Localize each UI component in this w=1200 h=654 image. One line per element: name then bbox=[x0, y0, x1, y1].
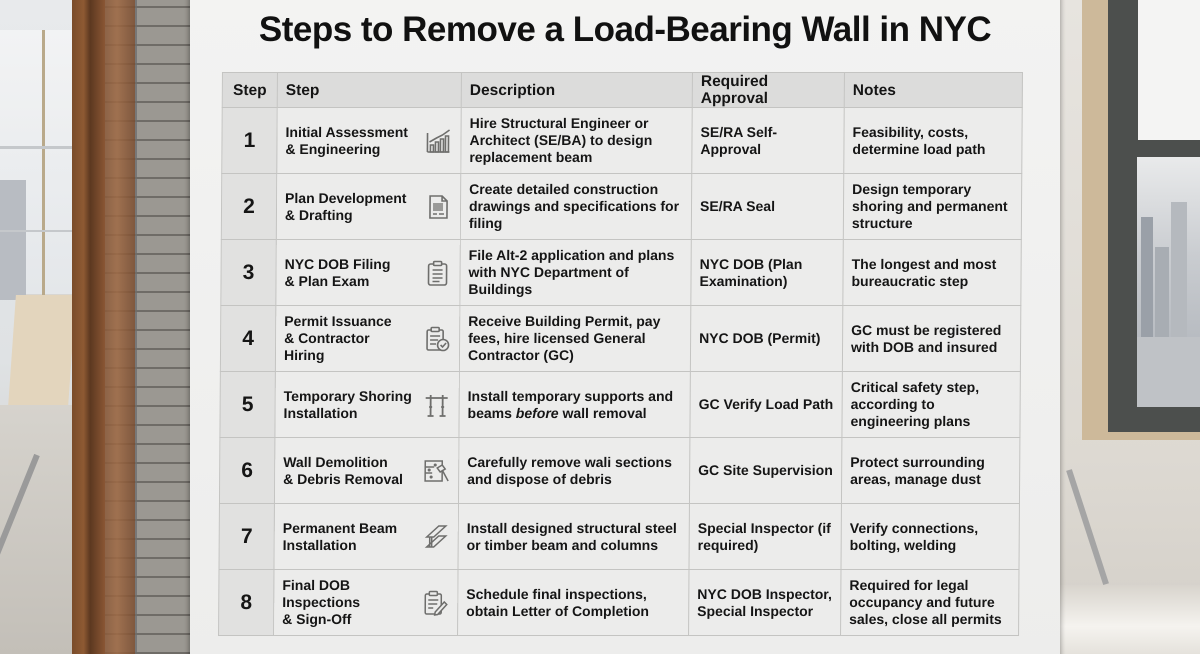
step-number: 2 bbox=[221, 174, 276, 240]
step-name-line: & Plan Exam bbox=[284, 272, 370, 289]
description-emphasis: before bbox=[515, 404, 559, 421]
step-notes: Feasibility, costs, determine load path bbox=[844, 108, 1022, 174]
step-notes: The longest and most bureaucratic step bbox=[843, 240, 1021, 306]
table-row bbox=[220, 372, 1020, 438]
step-name-line: Wall Demolition bbox=[283, 453, 388, 470]
step-name bbox=[274, 570, 458, 636]
step-name-line: & Engineering bbox=[285, 140, 381, 157]
step-name-line: & Debris Removal bbox=[283, 470, 404, 487]
step-name-line: & Drafting bbox=[284, 206, 353, 223]
step-required-approval: GC Verify Load Path bbox=[690, 372, 842, 438]
scaffold-pole bbox=[42, 30, 45, 300]
scaffold-rail bbox=[0, 146, 72, 149]
step-name-line: Initial Assessment bbox=[285, 123, 409, 140]
step-number: 6 bbox=[219, 438, 274, 504]
step-name-line: Temporary Shoring bbox=[283, 387, 412, 404]
background-building bbox=[0, 180, 26, 300]
step-name bbox=[275, 372, 459, 438]
step-notes: Verify connections, bolting, welding bbox=[841, 504, 1019, 570]
exposed-brick-wall bbox=[105, 0, 195, 654]
header-required-approval: Required Approval bbox=[692, 73, 844, 108]
step-name bbox=[276, 174, 460, 240]
background-window-left bbox=[0, 30, 72, 300]
step-required-approval: Special Inspector (if required) bbox=[689, 504, 841, 570]
skyline-building bbox=[1137, 337, 1200, 407]
step-name bbox=[277, 108, 461, 174]
info-board bbox=[190, 0, 1060, 654]
step-name bbox=[275, 306, 459, 372]
step-description: Hire Structural Engineer or Architect (SE/BA) to design replacement beam bbox=[461, 108, 692, 174]
step-number: 7 bbox=[219, 504, 274, 570]
step-description: File Alt-2 application and plans with NYC Department of Buildings bbox=[460, 240, 691, 306]
scaffold-rail bbox=[0, 230, 72, 232]
step-description: Receive Building Permit, pay fees, hire licensed General Contractor (GC) bbox=[459, 306, 690, 372]
table-header-row bbox=[222, 73, 1022, 108]
step-number: 5 bbox=[220, 372, 275, 438]
table-row bbox=[220, 306, 1020, 372]
step-description: Schedule final inspections, obtain Letter of Completion bbox=[458, 570, 689, 636]
table-row bbox=[219, 504, 1019, 570]
table-row bbox=[221, 240, 1021, 306]
step-notes: Design temporary shoring and permanent structure bbox=[843, 174, 1021, 240]
background-floor bbox=[0, 405, 75, 654]
step-notes: GC must be registered with DOB and insured bbox=[842, 306, 1020, 372]
step-name-line: & Sign-Off bbox=[282, 611, 352, 627]
bar-chart-growth-icon bbox=[424, 127, 452, 155]
header-step-number: Step bbox=[222, 73, 277, 108]
demolition-hammer-icon bbox=[422, 457, 450, 485]
step-description: Carefully remove wali sections and dispose of debris bbox=[458, 438, 689, 504]
background-floor-right bbox=[1060, 585, 1200, 654]
step-name-line: Inspections bbox=[282, 594, 361, 610]
step-description bbox=[459, 372, 690, 438]
step-notes: Required for legal occupancy and future sales, close all permits bbox=[841, 570, 1019, 636]
step-name-line: Plan Development bbox=[285, 189, 407, 206]
step-required-approval: GC Site Supervision bbox=[689, 438, 841, 504]
step-number: 4 bbox=[220, 306, 275, 372]
clipboard-pencil-icon bbox=[421, 589, 449, 617]
wood-stud-post bbox=[72, 0, 105, 654]
table-row bbox=[219, 438, 1019, 504]
steel-i-beam-icon bbox=[422, 523, 450, 551]
step-description: Create detailed construction drawings and specifications for filing bbox=[460, 174, 691, 240]
clipboard-icon bbox=[423, 259, 451, 287]
table-row bbox=[221, 174, 1021, 240]
description-text: Install temporary supports and beams bbox=[467, 387, 674, 421]
step-name-line: Installation bbox=[283, 404, 358, 421]
step-name-line: & Contractor Hiring bbox=[283, 330, 370, 363]
step-name bbox=[276, 240, 460, 306]
window-glass-top bbox=[1138, 0, 1200, 140]
step-name-line: Final DOB bbox=[282, 577, 351, 593]
step-description: Install designed structural steel or timber beam and columns bbox=[458, 504, 689, 570]
table-row bbox=[219, 570, 1019, 636]
step-number: 8 bbox=[219, 570, 274, 636]
header-notes: Notes bbox=[844, 73, 1022, 108]
step-required-approval: NYC DOB Inspector, Special Inspector bbox=[689, 570, 841, 636]
step-name bbox=[274, 438, 458, 504]
step-name-line: Installation bbox=[282, 536, 357, 553]
step-number: 3 bbox=[221, 240, 276, 306]
drywall-sheet bbox=[8, 295, 76, 407]
step-name bbox=[274, 504, 458, 570]
step-notes: Critical safety step, according to engineering plans bbox=[842, 372, 1020, 438]
step-name-line: Permanent Beam bbox=[282, 519, 398, 536]
step-required-approval: NYC DOB (Plan Examination) bbox=[691, 240, 843, 306]
board-title: Steps to Remove a Load-Bearing Wall in NYC bbox=[258, 10, 992, 49]
step-required-approval: NYC DOB (Permit) bbox=[690, 306, 842, 372]
steps-table bbox=[218, 72, 1023, 636]
table-row bbox=[222, 108, 1022, 174]
header-description: Description bbox=[461, 73, 692, 108]
clipboard-check-icon bbox=[423, 325, 451, 353]
step-name-line: Permit Issuance bbox=[284, 313, 392, 329]
blueprint-document-icon bbox=[424, 193, 452, 221]
description-text: wall removal bbox=[558, 404, 647, 421]
step-required-approval: SE/RA Self-Approval bbox=[692, 108, 844, 174]
step-number: 1 bbox=[222, 108, 277, 174]
shoring-posts-icon bbox=[423, 391, 451, 419]
window-glass-bottom bbox=[1137, 157, 1200, 407]
header-step: Step bbox=[277, 73, 461, 108]
step-required-approval: SE/RA Seal bbox=[691, 174, 843, 240]
step-notes: Protect surrounding areas, manage dust bbox=[841, 438, 1019, 504]
step-name-line: NYC DOB Filing bbox=[284, 255, 391, 272]
